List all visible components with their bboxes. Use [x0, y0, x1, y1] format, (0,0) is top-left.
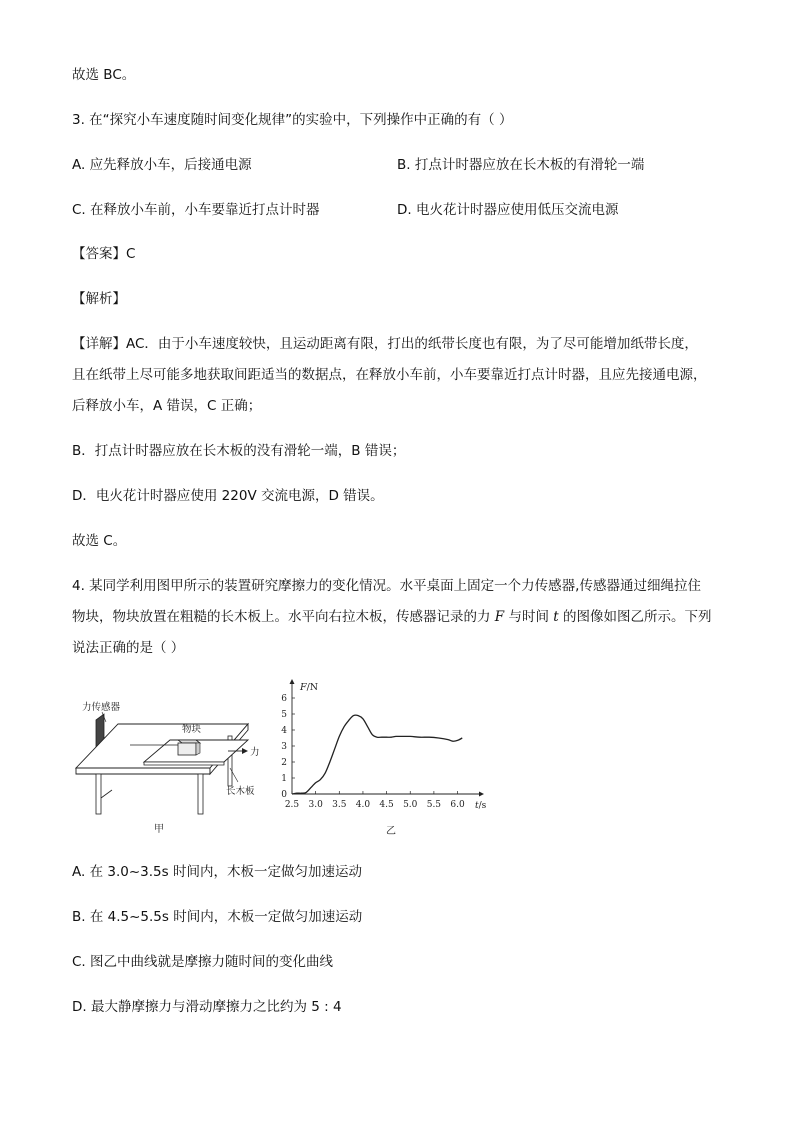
x-axis-arrow — [479, 792, 484, 797]
y-axis-var: F — [300, 682, 307, 693]
label-board: 长木板 — [226, 786, 255, 797]
x-axis-var: t — [475, 801, 479, 811]
y-tick-label: 0 — [281, 790, 287, 800]
x-axis-label — [475, 801, 487, 811]
q3-option-b: B. 打点计时器应放在长木板的有滑轮一端 — [397, 157, 645, 173]
analysis-tag: 【解析】 — [72, 291, 126, 307]
answer-tag: 【答案】 — [72, 246, 126, 262]
detail-line-1 — [72, 335, 698, 353]
answer-value: C — [126, 246, 136, 262]
table-leg — [198, 774, 203, 814]
x-tick-label: 4.5 — [379, 800, 394, 810]
x-tick-label: 3.5 — [332, 800, 347, 810]
x-tick-label: 4.0 — [355, 800, 371, 810]
y-tick-label: 2 — [281, 758, 287, 768]
q4-var-t: t — [553, 609, 559, 625]
q4-option-d: D. 最大静摩擦力与滑动摩擦力之比约为 5 : 4 — [72, 999, 342, 1015]
y-tick-label: 6 — [281, 694, 287, 704]
detail-tag: 【详解】 — [72, 336, 126, 352]
question-4-line-3: 说法正确的是（ ） — [72, 640, 185, 656]
x-tick-label: 2.5 — [284, 800, 300, 810]
table-leg — [96, 774, 101, 814]
chart-yi — [270, 676, 500, 844]
question-4-line-1: 4. 某同学利用图甲所示的装置研究摩擦力的变化情况。水平桌面上固定一个力传感器,传感器通过细绳拉住 — [72, 578, 701, 594]
q3-option-a: A. 应先释放小车，后接通电源 — [72, 157, 252, 173]
detail-line-2: 且在纸带上尽可能多地获取间距适当的数据点，在释放小车前，小车要靠近打点计时器，且应先接通电源， — [72, 367, 707, 383]
x-tick-label: 6.0 — [450, 800, 465, 810]
question-3-stem: 3. 在“探究小车速度随时间变化规律”的实验中，下列操作中正确的有（ ） — [72, 112, 513, 128]
caption-yi: 乙 — [386, 826, 396, 837]
y-axis-unit: /N — [306, 682, 319, 693]
caption-jia: 甲 — [154, 824, 164, 835]
answer-line — [72, 245, 135, 263]
q4-var-f: F — [494, 609, 505, 625]
y-tick-label: 1 — [281, 774, 287, 784]
q4-line2-part-c: 的图像如图乙所示。下列 — [558, 609, 712, 625]
label-force: 力 — [250, 747, 260, 758]
q3-option-c: C. 在释放小车前，小车要靠近打点计时器 — [72, 202, 320, 218]
y-tick-label: 3 — [281, 742, 287, 752]
y-axis-arrow — [290, 679, 295, 684]
q4-option-b: B. 在 4.5~5.5s 时间内，木板一定做匀加速运动 — [72, 909, 363, 925]
detail-line-5: D．电火花计时器应使用 220V 交流电源，D 错误。 — [72, 488, 384, 504]
y-tick-label: 4 — [281, 726, 287, 736]
q4-option-c: C. 图乙中曲线就是摩擦力随时间的变化曲线 — [72, 954, 334, 970]
q4-line2-part-b: 与时间 — [504, 609, 554, 625]
label-block: 物块 — [182, 724, 202, 735]
conclusion-line-1: 故选 BC。 — [72, 67, 136, 83]
x-tick-label: 5.5 — [426, 800, 442, 810]
figure-jia — [70, 698, 280, 838]
conclusion-line-2: 故选 C。 — [72, 533, 127, 549]
x-tick-label: 5.0 — [403, 800, 418, 810]
block — [178, 740, 200, 743]
q4-line2-part-a: 物块，物块放置在粗糙的长木板上。水平向右拉木板，传感器记录的力 — [72, 609, 495, 625]
x-tick-label: 3.0 — [308, 800, 323, 810]
detail-text-1: AC．由于小车速度较快，且运动距离有限，打出的纸带长度也有限，为了尽可能增加纸带长度， — [126, 336, 698, 352]
q3-option-d: D. 电火花计时器应使用低压交流电源 — [397, 202, 619, 218]
question-4-line-2 — [72, 608, 712, 626]
detail-line-3: 后释放小车，A 错误，C 正确； — [72, 398, 262, 414]
y-axis-label — [299, 682, 318, 693]
detail-line-4: B．打点计时器应放在长木板的没有滑轮一端，B 错误； — [72, 443, 406, 459]
label-sensor: 力传感器 — [82, 702, 121, 713]
q4-option-a: A. 在 3.0~3.5s 时间内，木板一定做匀加速运动 — [72, 864, 362, 880]
force-curve — [292, 715, 462, 794]
y-tick-label: 5 — [281, 710, 287, 720]
x-axis-unit: /s — [478, 801, 487, 811]
